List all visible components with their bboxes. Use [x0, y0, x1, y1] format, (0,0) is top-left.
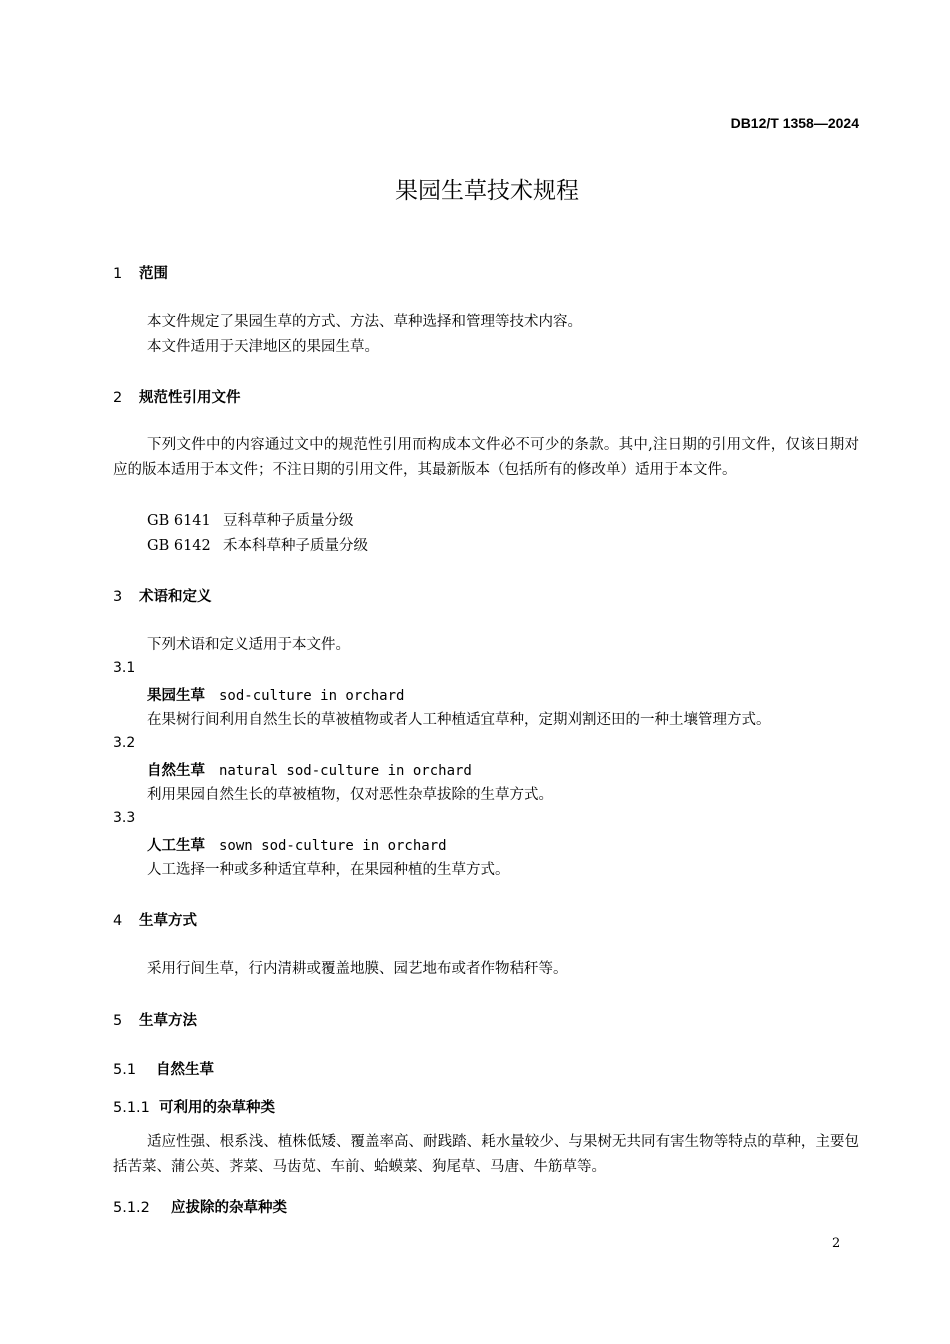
page-title: 果园生草技术规程 — [395, 178, 579, 204]
section-title: 可利用的杂草种类 — [159, 1100, 275, 1116]
section-title: 范围 — [139, 266, 168, 282]
paragraph: 本文件适用于天津地区的果园生草。 — [147, 339, 379, 355]
reference-code: GB 6142 — [147, 538, 211, 554]
section-title: 规范性引用文件 — [139, 390, 241, 406]
term-number: 3.2 — [113, 735, 136, 751]
reference-title: 豆科草种子质量分级 — [223, 513, 354, 529]
term-en: sown sod-culture in orchard — [219, 838, 447, 854]
paragraph: 本文件规定了果园生草的方式、方法、草种选择和管理等技术内容。 — [147, 314, 582, 330]
section-title: 术语和定义 — [139, 589, 212, 605]
section-number: 3 — [113, 589, 123, 605]
section-3-heading — [113, 585, 212, 606]
section-number: 4 — [113, 913, 123, 929]
term-definition: 在果树行间利用自然生长的草被植物或者人工种植适宜草种，定期刈割还田的一种土壤管理方式。 — [147, 712, 771, 728]
term-entry — [147, 759, 472, 780]
term-entry — [147, 684, 404, 705]
term-definition: 利用果园自然生长的草被植物，仅对恶性杂草拔除的生草方式。 — [147, 787, 553, 803]
section-title: 应拔除的杂草种类 — [171, 1200, 287, 1216]
subsection-5-1-2-heading — [113, 1196, 287, 1217]
paragraph: 采用行间生草，行内清耕或覆盖地膜、园艺地布或者作物秸秆等。 — [147, 961, 568, 977]
term-zh: 人工生草 — [147, 838, 205, 854]
paragraph: 下列术语和定义适用于本文件。 — [147, 637, 350, 653]
section-title: 生草方式 — [139, 913, 197, 929]
document-number: DB12/T 1358—2024 — [730, 115, 859, 131]
paragraph: 下列文件中的内容通过文中的规范性引用而构成本文件必不可少的条款。其中,注日期的引用文件，仅该日期对应的版本适用于本文件；不注日期的引用文件，其最新版本（包括所有的修改单）适用于本文件。 — [113, 437, 859, 478]
section-2-heading — [113, 386, 241, 407]
term-en: sod-culture in orchard — [219, 688, 405, 704]
section-number: 2 — [113, 390, 123, 406]
section-5-heading — [113, 1009, 197, 1030]
reference-item — [147, 534, 368, 555]
reference-item — [147, 509, 354, 530]
page-number: 2 — [832, 1236, 841, 1251]
section-4-heading — [113, 909, 197, 930]
reference-title: 禾本科草种子质量分级 — [223, 538, 368, 554]
section-number: 5 — [113, 1013, 123, 1029]
section-title: 自然生草 — [156, 1062, 214, 1078]
term-zh: 果园生草 — [147, 688, 205, 704]
section-1-heading — [113, 262, 168, 283]
section-number: 5.1 — [113, 1062, 137, 1078]
term-en: natural sod-culture in orchard — [219, 763, 472, 779]
section-number: 1 — [113, 266, 123, 282]
subsection-5-1-heading — [113, 1058, 214, 1079]
term-number: 3.1 — [113, 660, 136, 676]
term-definition: 人工选择一种或多种适宜草种，在果园种植的生草方式。 — [147, 862, 510, 878]
term-entry — [147, 834, 447, 855]
term-number: 3.3 — [113, 810, 136, 826]
section-number: 5.1.2 — [113, 1200, 150, 1216]
reference-code: GB 6141 — [147, 513, 211, 529]
paragraph: 适应性强、根系浅、植株低矮、覆盖率高、耐践踏、耗水量较少、与果树无共同有害生物等特点的草种，主要包括苦菜、蒲公英、荠菜、马齿苋、车前、蛤蟆菜、狗尾草、马唐、牛筋草等。 — [113, 1134, 859, 1175]
section-number: 5.1.1 — [113, 1100, 150, 1116]
term-zh: 自然生草 — [147, 763, 205, 779]
subsection-5-1-1-heading — [113, 1096, 275, 1117]
section-title: 生草方法 — [139, 1013, 197, 1029]
